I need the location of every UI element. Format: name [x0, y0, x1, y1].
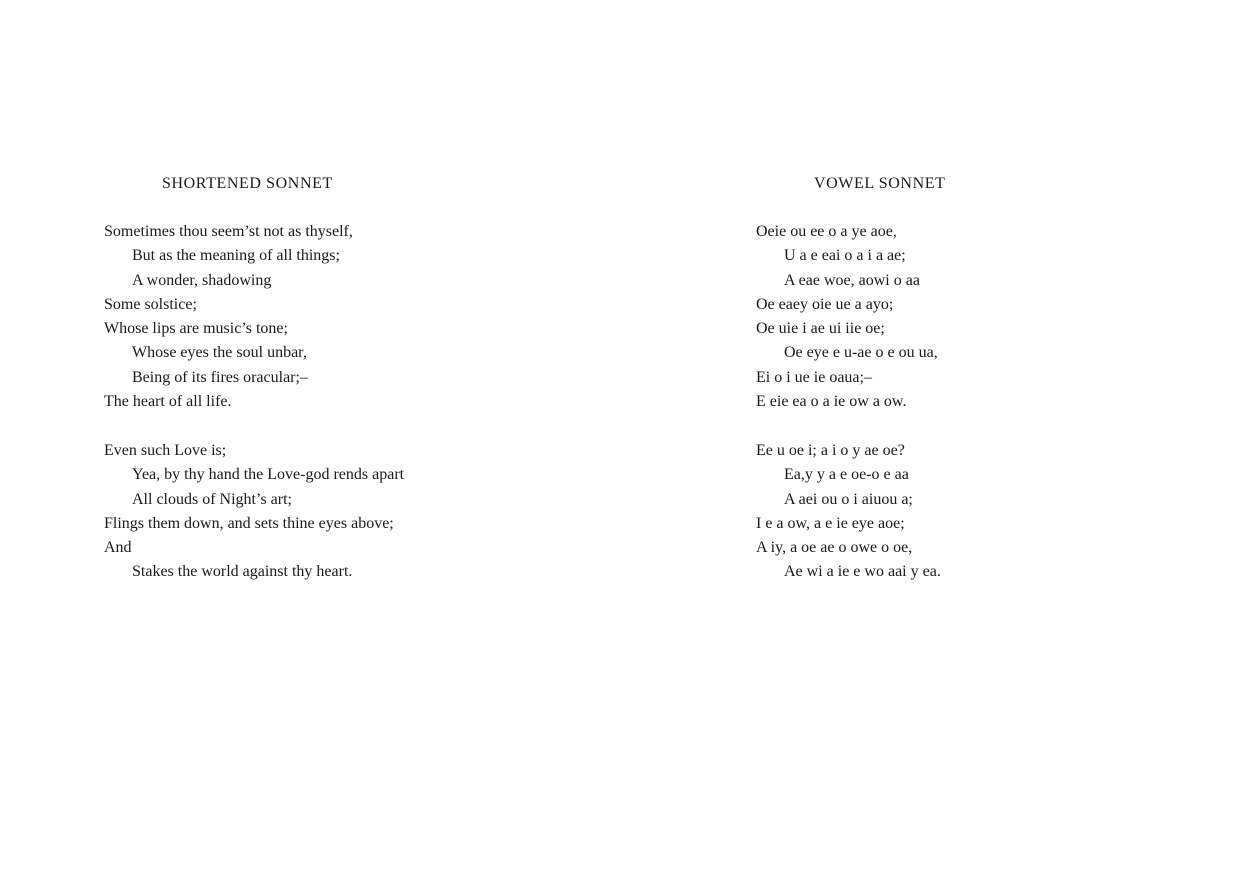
- poem-line: A aei ou o i aiuou a;: [784, 490, 913, 508]
- poem-line: Sometimes thou seem’st not as thyself,: [104, 223, 353, 240]
- right-page: [625, 0, 1250, 872]
- poem-line: Oe eye e u-ae o e ou ua,: [784, 344, 938, 362]
- poem-line: Ea,y y a e oe-o e aa: [784, 466, 909, 484]
- poem-line: I e a ow, a e ie eye aoe;: [756, 514, 905, 532]
- poem-line: E eie ea o a ie ow a ow.: [756, 393, 907, 411]
- poem-line: A eae woe, aowi o aa: [784, 271, 920, 289]
- stanza: [756, 220, 938, 414]
- poem-title: VOWEL SONNET: [814, 175, 946, 192]
- poem-line: Yea, by thy hand the Love-god rends apart: [132, 466, 405, 484]
- poem-line: Ae wi a ie e wo aai y ea.: [784, 563, 941, 581]
- poem-line: Some solstice;: [104, 295, 197, 313]
- poem-line: Flings them down, and sets thine eyes above;: [104, 514, 394, 532]
- poem-line: Whose eyes the soul unbar,: [132, 344, 307, 362]
- poem-line: Being of its fires oracular;–: [132, 368, 308, 386]
- poem-line: All clouds of Night’s art;: [132, 490, 292, 508]
- poem-line: A wonder, shadowing: [132, 271, 272, 289]
- poem-line: But as the meaning of all things;: [132, 247, 340, 265]
- stanza: [104, 220, 353, 414]
- poem-line: Oe uie i ae ui iie oe;: [756, 320, 885, 338]
- poem-line: Ee u oe i; a i o y ae oe?: [756, 442, 905, 459]
- poem-line: U a e eai o a i a ae;: [784, 247, 906, 265]
- poem-title: SHORTENED SONNET: [162, 175, 333, 192]
- stanza: [104, 439, 404, 585]
- poem-line: Even such Love is;: [104, 442, 227, 459]
- poem-line: And: [104, 539, 132, 557]
- poem-line: Whose lips are music’s tone;: [104, 320, 288, 338]
- poem-line: A iy, a oe ae o owe o oe,: [756, 539, 913, 557]
- poem-line: Oe eaey oie ue a ayo;: [756, 295, 894, 313]
- stanza: [756, 439, 941, 585]
- poem-line: The heart of all life.: [104, 393, 232, 411]
- poem-line: Ei o i ue ie oaua;–: [756, 368, 872, 386]
- poem-line: Oeie ou ee o a ye aoe,: [756, 223, 897, 240]
- poem-line: Stakes the world against thy heart.: [132, 563, 353, 581]
